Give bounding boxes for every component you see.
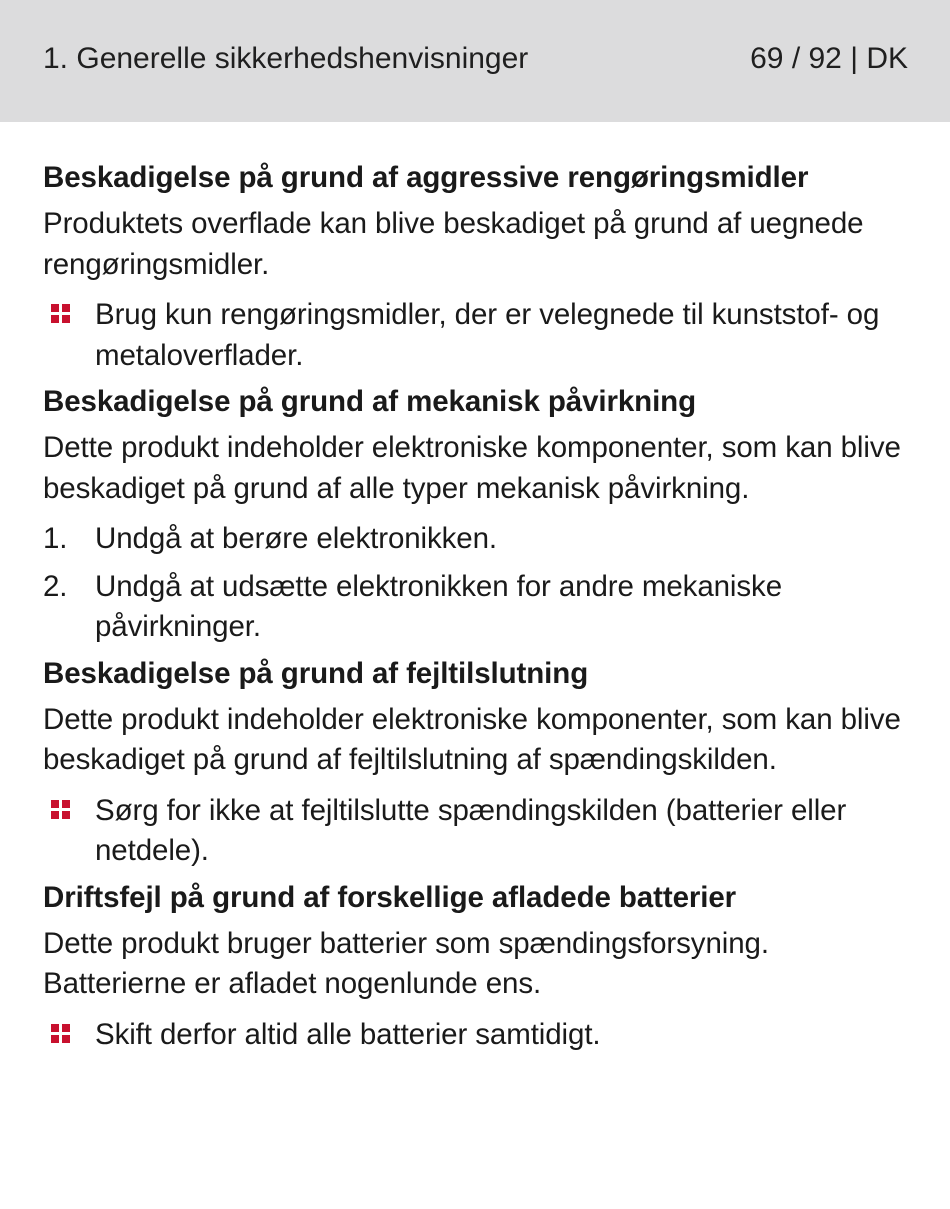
section-heading: Beskadigelse på grund af fejltilslutning <box>43 656 589 690</box>
step-number: 2. <box>43 569 68 603</box>
numbered-list <box>43 519 908 648</box>
page-number: 69 / 92 | DK <box>750 41 908 75</box>
section-paragraph: Dette produkt bruger batterier som spændingsforsyning. Batterierne er afladet nogenlunde ens. <box>43 926 769 1000</box>
section-paragraph: Produktets overflade kan blive beskadiget på grund af uegnede rengøringsmidler. <box>43 207 864 281</box>
bullet-marker-icon <box>51 304 71 324</box>
section-title: 1. Generelle sikkerhedshenvisninger <box>43 41 529 75</box>
list-item-text: Brug kun rengøringsmidler, der er velegnede til kunststof- og metaloverflader. <box>95 298 880 372</box>
section-mechanical <box>43 382 908 648</box>
section-heading: Beskadigelse på grund af aggressive rengøringsmidler <box>43 161 809 194</box>
list-item-text: Undgå at udsætte elektronikken for andre mekaniske påvirkninger. <box>95 569 782 643</box>
list-item <box>43 1015 908 1056</box>
list-item-text: Sørg for ikke at fejltilslutte spændingskilden (batterier eller netdele). <box>95 793 847 867</box>
bullet-list <box>43 295 908 376</box>
list-item <box>43 295 908 376</box>
bullet-list <box>43 791 908 872</box>
bullet-marker-icon <box>51 1024 71 1044</box>
section-heading: Beskadigelse på grund af mekanisk påvirkning <box>43 385 697 418</box>
section-heading: Driftsfejl på grund af forskellige afladede batterier <box>43 880 737 914</box>
list-item <box>43 791 908 872</box>
section-cleaning <box>43 158 908 376</box>
bullet-list <box>43 1015 908 1056</box>
section-batteries <box>43 878 908 1056</box>
list-item-text: Undgå at berøre elektronikken. <box>95 522 498 555</box>
step-number: 1. <box>43 522 68 555</box>
document-body <box>0 122 950 1055</box>
section-paragraph: Dette produkt indeholder elektroniske komponenter, som kan blive beskadiget på grund af fejltilslutning af spændingskilden. <box>43 702 901 776</box>
list-item <box>43 519 908 560</box>
page-header <box>0 0 950 122</box>
list-item-text: Skift derfor altid alle batterier samtidigt. <box>95 1017 601 1051</box>
section-miswiring <box>43 654 908 872</box>
section-paragraph: Dette produkt indeholder elektroniske komponenter, som kan blive beskadiget på grund af alle typer mekanisk påvirkning. <box>43 431 901 505</box>
bullet-marker-icon <box>51 800 71 820</box>
list-item <box>43 567 908 648</box>
